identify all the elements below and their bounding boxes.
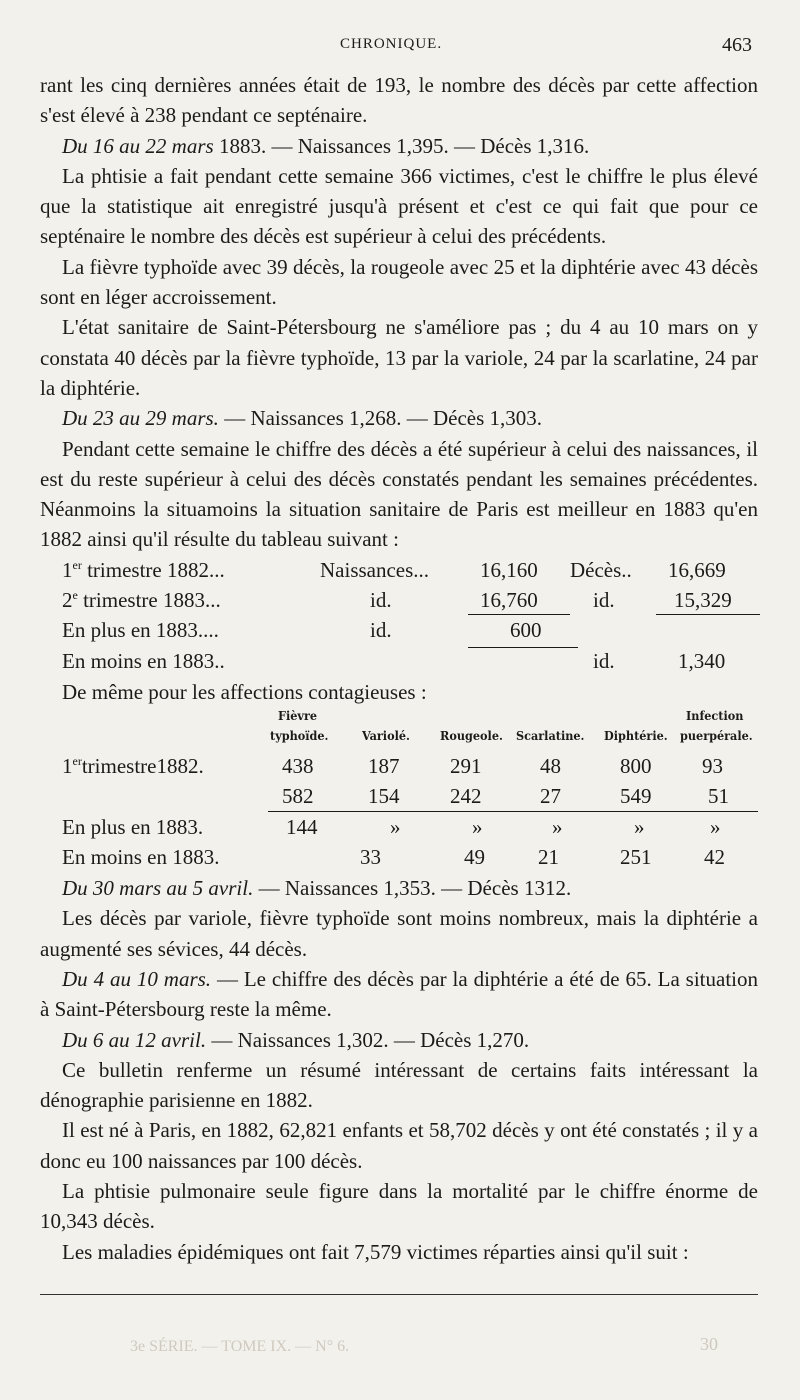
table-cell: 144 bbox=[286, 814, 318, 839]
section-heading bbox=[40, 964, 758, 1025]
table-cell: 242 bbox=[450, 784, 482, 809]
paragraph: rant les cinq dernières années était de 193, le nombre des décès par cette affection s'est élevé à 238 pendant ce septénaire. bbox=[40, 73, 758, 128]
heading-text: — Le chiffre des décès par la diphtérie a été de 65. La situation à Saint-Pétersbourg reste la même. bbox=[40, 966, 758, 1022]
births-value: 16,760 bbox=[480, 588, 538, 613]
paragraph: Il est né à Paris, en 1882, 62,821 enfants et 58,702 décès y ont été constatés ; il y a donc eu 100 naissances par 100 décès. bbox=[40, 1118, 758, 1173]
paragraph: Pendant cette semaine le chiffre des décès a été supérieur à celui des naissances, il est du reste supérieur à celui des décès constatés pendant les semaines précédentes. Néanmoins la situamoins la situation sanitaire de Paris est meilleur en 1883 qu'en 1882 ainsi qu'il résulte du tableau suivant : bbox=[40, 436, 758, 552]
deaths-value: 15,329 bbox=[674, 588, 732, 613]
deaths-label: Décès.. bbox=[570, 557, 632, 582]
table-header bbox=[40, 707, 758, 751]
table-cell: 187 bbox=[368, 754, 400, 779]
row-label: En plus en 1883. bbox=[62, 814, 204, 839]
section-heading bbox=[40, 131, 758, 161]
column-header: Variolé. bbox=[362, 728, 410, 744]
table-cell: 48 bbox=[540, 754, 561, 779]
deaths-value: 1,340 bbox=[678, 648, 726, 673]
column-header: Scarlatine. bbox=[516, 728, 585, 744]
table-cell: » bbox=[710, 814, 721, 839]
row-label: En moins en 1883.. bbox=[62, 648, 225, 673]
table-cell: 51 bbox=[708, 784, 729, 809]
running-title: CHRONIQUE. bbox=[340, 36, 443, 52]
column-header: Rougeole. bbox=[440, 728, 503, 744]
table-cell: » bbox=[390, 814, 401, 839]
heading-text: — Naissances 1,302. — Décès 1,270. bbox=[206, 1027, 530, 1052]
table-row bbox=[40, 751, 758, 781]
table-cell: 438 bbox=[282, 754, 314, 779]
table-cell: 154 bbox=[368, 784, 400, 809]
table-row bbox=[40, 646, 758, 676]
heading-dates: Du 30 mars au 5 avril. bbox=[62, 876, 254, 901]
bleed-through-number: 30 bbox=[700, 1334, 718, 1354]
table-cell: 582 bbox=[282, 784, 314, 809]
table-cell: 93 bbox=[702, 754, 723, 779]
table-cell: » bbox=[634, 814, 645, 839]
table-cell: 549 bbox=[620, 784, 652, 809]
table-cell: » bbox=[472, 814, 483, 839]
section-heading bbox=[40, 403, 758, 433]
page-number: 463 bbox=[722, 34, 752, 56]
row-label: 1ertrimestre1882. bbox=[62, 754, 204, 779]
heading-dates: Du 23 au 29 mars. bbox=[62, 406, 219, 431]
table-cell: 21 bbox=[538, 844, 559, 869]
column-header: Infection bbox=[686, 708, 744, 724]
table-cell: 27 bbox=[540, 784, 561, 809]
births-label: Naissances... bbox=[320, 557, 430, 582]
table-row bbox=[40, 555, 758, 585]
paragraph: Les décès par variole, fièvre typhoïde sont moins nombreux, mais la diphtérie a augmenté ses sévices, 44 décès. bbox=[40, 906, 758, 961]
section-heading bbox=[40, 1025, 758, 1055]
paragraph: L'état sanitaire de Saint-Pétersbourg ne s'améliore pas ; du 4 au 10 mars on y constata 40 décès par la fièvre typhoïde, 13 par la variole, 24 par la scarlatine, 24 par la diphtérie. bbox=[40, 315, 758, 400]
deaths-label: id. bbox=[593, 648, 615, 673]
births-value: 600 bbox=[510, 618, 542, 643]
paragraph: La fièvre typhoïde avec 39 décès, la rougeole avec 25 et la diphtérie avec 43 décès sont en léger accroissement. bbox=[40, 254, 758, 310]
paragraph: La phtisie pulmonaire seule figure dans la mortalité par le chiffre énorme de 10,343 décès. bbox=[40, 1179, 758, 1234]
births-deaths-table bbox=[40, 555, 758, 677]
paragraph: La phtisie a fait pendant cette semaine 366 victimes, c'est le chiffre le plus élevé que la statistique ait enregistré jusqu'à présent et c'est ce qui fait que pour ce septénaire le nombre des décès est supérieur à celui des précédents. bbox=[40, 163, 758, 249]
deaths-label: id. bbox=[593, 588, 615, 613]
section-heading bbox=[40, 873, 758, 903]
paragraph: Ce bulletin renferme un résumé intéressant de certains faits intéressant la dénographie parisienne en 1882. bbox=[40, 1057, 758, 1113]
heading-text: — Naissances 1,268. — Décès 1,303. bbox=[218, 406, 543, 431]
column-header: puerpérale. bbox=[680, 728, 753, 744]
column-header: typhoïde. bbox=[270, 728, 329, 744]
table-cell: » bbox=[552, 814, 563, 839]
paragraph: De même pour les affections contagieuses : bbox=[62, 679, 427, 704]
table-cell: 291 bbox=[450, 754, 482, 779]
heading-text: — Naissances 1,353. — Décès 1312. bbox=[253, 876, 572, 901]
heading-dates: Du 6 au 12 avril. bbox=[62, 1027, 207, 1052]
running-header bbox=[40, 34, 760, 62]
table-row bbox=[40, 585, 758, 615]
bleed-through-footer: 3e SÉRIE. — TOME IX. — N° 6. bbox=[130, 1338, 350, 1355]
table-cell: 251 bbox=[620, 844, 652, 869]
heading-text: 1883. — Naissances 1,395. — Décès 1,316. bbox=[213, 133, 590, 158]
table-cell: 42 bbox=[704, 844, 725, 869]
paragraph: Les maladies épidémiques ont fait 7,579 victimes réparties ainsi qu'il suit : bbox=[62, 1239, 689, 1264]
heading-dates: Du 4 au 10 mars. bbox=[62, 966, 212, 991]
births-value: 16,160 bbox=[480, 557, 538, 582]
contagious-diseases-table bbox=[40, 707, 758, 873]
row-label: En moins en 1883. bbox=[62, 844, 220, 869]
footer-rule bbox=[40, 1294, 758, 1295]
table-row bbox=[40, 615, 758, 645]
table-row bbox=[40, 812, 758, 842]
births-label: id. bbox=[370, 618, 392, 643]
body-text bbox=[40, 70, 758, 1267]
row-label: 2e trimestre 1883... bbox=[62, 588, 221, 613]
table-cell: 49 bbox=[464, 844, 485, 869]
heading-dates: Du 16 au 22 mars bbox=[62, 133, 214, 158]
table-cell: 800 bbox=[620, 754, 652, 779]
row-label: En plus en 1883.... bbox=[62, 618, 219, 643]
column-header: Diphtérie. bbox=[604, 728, 668, 744]
deaths-value: 16,669 bbox=[668, 557, 726, 582]
column-header: Fièvre bbox=[278, 708, 318, 724]
row-label: 1er trimestre 1882... bbox=[62, 557, 225, 582]
table-cell: 33 bbox=[360, 844, 381, 869]
births-label: id. bbox=[370, 588, 392, 613]
table-row bbox=[40, 842, 758, 872]
table-row bbox=[40, 781, 758, 811]
